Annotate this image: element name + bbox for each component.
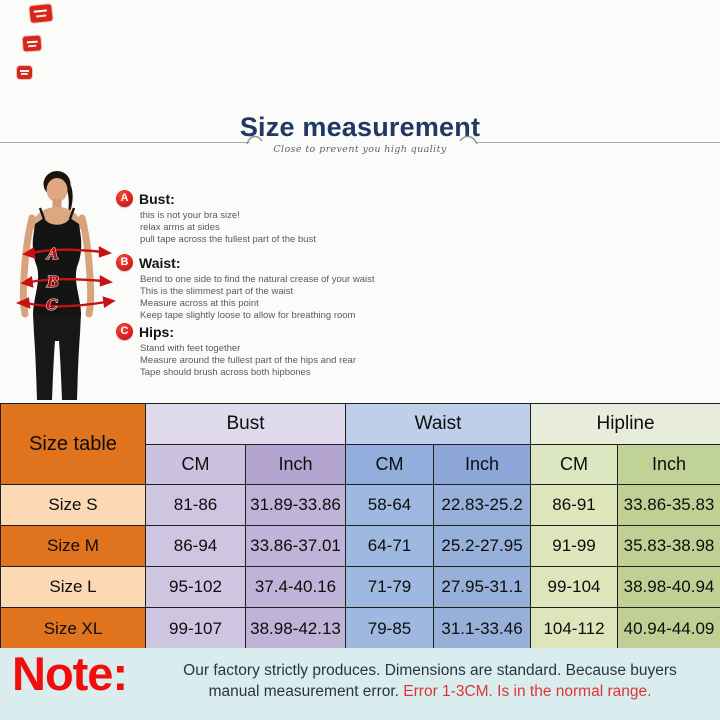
note-line2-red: Error 1-3CM. Is in the normal range. xyxy=(403,683,652,700)
row-label: Size XL xyxy=(1,608,146,651)
row-label: Size L xyxy=(1,567,146,608)
instruction-line: Measure across at this point xyxy=(140,298,259,309)
size-cell: 104-112 xyxy=(531,608,618,651)
unit-header: CM xyxy=(346,445,434,485)
table-corner-label: Size table xyxy=(1,404,146,485)
legs xyxy=(33,314,81,400)
size-cell: 95-102 xyxy=(146,567,246,608)
instruction-line: Keep tape slightly loose to allow for breathing room xyxy=(140,310,356,321)
size-cell: 27.95-31.1 xyxy=(434,567,531,608)
instruction-line: pull tape across the fullest part of the bust xyxy=(140,234,316,245)
right-arm xyxy=(82,218,91,314)
badge-a-icon: A xyxy=(116,190,133,207)
size-cell: 37.4-40.16 xyxy=(246,567,346,608)
unit-header: Inch xyxy=(246,445,346,485)
swoosh-icon xyxy=(458,133,478,146)
marker-a: A xyxy=(47,245,59,263)
instruction-bust xyxy=(116,190,316,246)
badge-b-icon: B xyxy=(116,254,133,271)
page-title: Size measurement xyxy=(239,112,481,142)
marker-b: B xyxy=(46,273,60,291)
unit-header: Inch xyxy=(618,445,720,485)
size-cell: 86-91 xyxy=(531,485,618,526)
instruction-waist xyxy=(116,254,374,322)
marker-c: C xyxy=(46,296,58,314)
size-cell: 99-107 xyxy=(146,608,246,651)
size-cell: 31.1-33.46 xyxy=(434,608,531,651)
unit-header: CM xyxy=(146,445,246,485)
size-cell: 33.86-35.83 xyxy=(618,485,720,526)
instruction-line: Tape should brush across both hipbones xyxy=(140,367,311,378)
red-stamp-icon xyxy=(22,35,41,51)
size-cell: 31.89-33.86 xyxy=(246,485,346,526)
red-stamp-icon xyxy=(17,66,32,79)
note-line1: Our factory strictly produces. Dimensions are standard. Because buyers xyxy=(183,662,677,679)
size-cell: 38.98-42.13 xyxy=(246,608,346,651)
col-header-hipline: Hipline xyxy=(531,404,720,445)
size-cell: 79-85 xyxy=(346,608,434,651)
title-block xyxy=(0,112,720,155)
size-cell: 35.83-38.98 xyxy=(618,526,720,567)
row-label: Size M xyxy=(1,526,146,567)
table-row-l xyxy=(1,567,720,608)
table-row-m xyxy=(1,526,720,567)
size-cell: 33.86-37.01 xyxy=(246,526,346,567)
instruction-line: Bend to one side to find the natural crease of your waist xyxy=(140,274,375,285)
instruction-line: this is not your bra size! xyxy=(140,210,240,221)
divider-line-right xyxy=(477,142,720,143)
col-header-waist: Waist xyxy=(346,404,531,445)
divider-line-left xyxy=(0,142,250,143)
red-stamp-icon xyxy=(29,4,53,23)
badge-c-icon: C xyxy=(116,323,133,340)
instruction-line: Measure around the fullest part of the hips and rear xyxy=(140,355,356,366)
unit-header: Inch xyxy=(434,445,531,485)
size-cell: 99-104 xyxy=(531,567,618,608)
table-row-s xyxy=(1,485,720,526)
instruction-title: Hips: xyxy=(139,323,174,340)
instruction-line: relax arms at sides xyxy=(140,222,220,233)
instruction-title: Waist: xyxy=(139,254,181,271)
row-label: Size S xyxy=(1,485,146,526)
size-cell: 91-99 xyxy=(531,526,618,567)
model-figure xyxy=(4,162,122,400)
instruction-title: Bust: xyxy=(139,190,175,207)
note-section xyxy=(0,648,720,720)
size-cell: 86-94 xyxy=(146,526,246,567)
size-cell: 64-71 xyxy=(346,526,434,567)
size-cell: 71-79 xyxy=(346,567,434,608)
note-line2-black: manual measurement error. xyxy=(208,683,404,700)
size-cell: 22.83-25.2 xyxy=(434,485,531,526)
size-cell: 40.94-44.09 xyxy=(618,608,720,651)
size-cell: 81-86 xyxy=(146,485,246,526)
col-header-bust: Bust xyxy=(146,404,346,445)
instruction-line: Stand with feet together xyxy=(140,343,241,354)
note-label: Note: xyxy=(12,647,128,700)
face xyxy=(47,178,68,202)
instruction-line: This is the slimmest part of the waist xyxy=(140,286,294,297)
size-cell: 58-64 xyxy=(346,485,434,526)
size-cell: 25.2-27.95 xyxy=(434,526,531,567)
swoosh-icon xyxy=(246,133,264,146)
instruction-hips xyxy=(116,323,356,379)
table-row-xl xyxy=(1,608,720,651)
size-cell: 38.98-40.94 xyxy=(618,567,720,608)
page-subtitle: Close to prevent you high quality xyxy=(273,144,447,155)
unit-header: CM xyxy=(531,445,618,485)
size-table xyxy=(0,403,720,651)
note-text xyxy=(150,660,710,702)
